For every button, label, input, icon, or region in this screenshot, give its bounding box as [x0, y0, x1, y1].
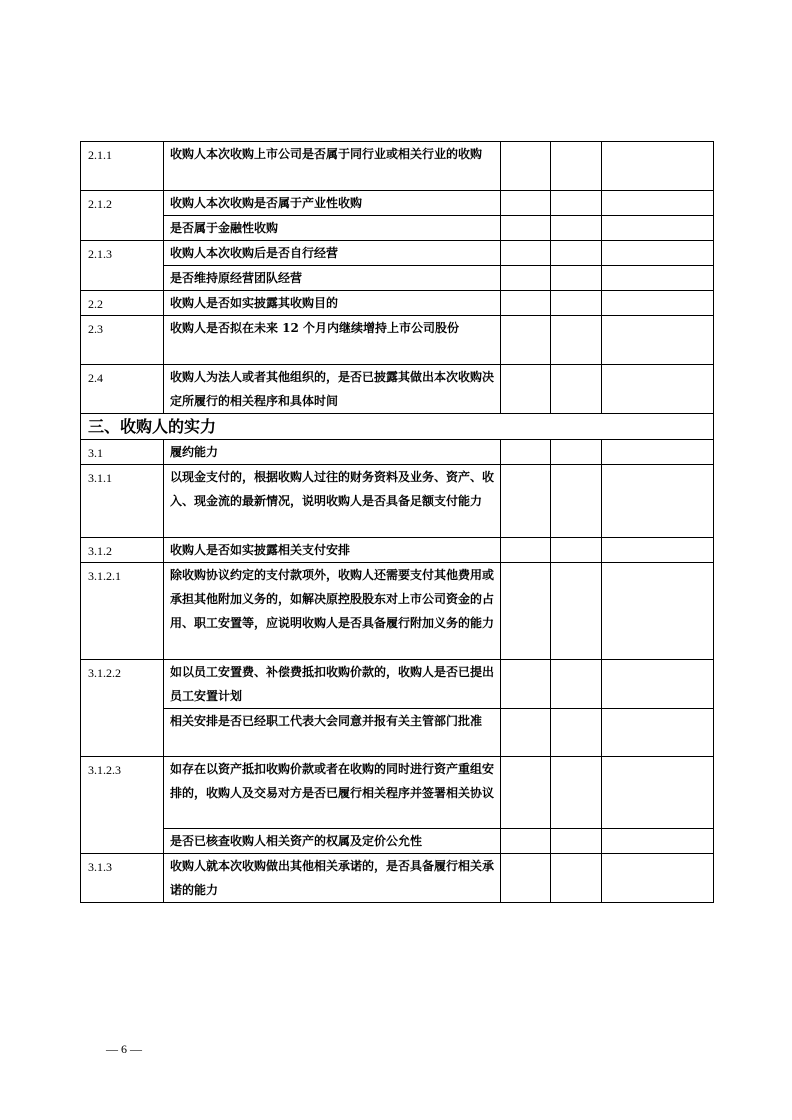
item-number: 2.1.2	[81, 191, 164, 241]
table-row	[81, 440, 714, 465]
remark-cell[interactable]	[602, 757, 714, 829]
section-heading-row	[81, 414, 714, 440]
check-cell-no[interactable]	[551, 829, 602, 854]
check-cell-yes[interactable]	[501, 563, 551, 660]
check-cell-yes[interactable]	[501, 266, 551, 291]
table-row	[81, 241, 714, 266]
table-row	[81, 660, 714, 709]
check-cell-yes[interactable]	[501, 757, 551, 829]
item-text: 相关安排是否已经职工代表大会同意并报有关主管部门批准	[164, 709, 501, 757]
item-number: 2.1.3	[81, 241, 164, 291]
check-cell-yes[interactable]	[501, 142, 551, 191]
table-row	[81, 291, 714, 316]
item-number: 2.4	[81, 365, 164, 414]
table-row	[81, 538, 714, 563]
check-cell-yes[interactable]	[501, 216, 551, 241]
remark-cell[interactable]	[602, 266, 714, 291]
check-cell-yes[interactable]	[501, 829, 551, 854]
item-number: 3.1.2.1	[81, 563, 164, 660]
page-number: — 6 —	[106, 1042, 142, 1056]
item-text: 收购人就本次收购做出其他相关承诺的，是否具备履行相关承诺的能力	[164, 854, 501, 903]
remark-cell[interactable]	[602, 241, 714, 266]
item-number: 3.1.2	[81, 538, 164, 563]
item-text: 是否维持原经营团队经营	[164, 266, 501, 291]
table-row	[81, 709, 714, 757]
check-cell-no[interactable]	[551, 563, 602, 660]
check-cell-no[interactable]	[551, 365, 602, 414]
item-text: 收购人本次收购后是否自行经营	[164, 241, 501, 266]
check-cell-yes[interactable]	[501, 440, 551, 465]
remark-cell[interactable]	[602, 316, 714, 365]
remark-cell[interactable]	[602, 365, 714, 414]
check-cell-yes[interactable]	[501, 316, 551, 365]
check-cell-yes[interactable]	[501, 365, 551, 414]
check-cell-no[interactable]	[551, 440, 602, 465]
item-text: 以现金支付的，根据收购人过往的财务资料及业务、资产、收入、现金流的最新情况，说明收购人是否具备足额支付能力	[164, 465, 501, 538]
check-cell-no[interactable]	[551, 241, 602, 266]
remark-cell[interactable]	[602, 191, 714, 216]
check-cell-no[interactable]	[551, 538, 602, 563]
check-cell-yes[interactable]	[501, 465, 551, 538]
item-text: 是否属于金融性收购	[164, 216, 501, 241]
check-cell-no[interactable]	[551, 316, 602, 365]
table-row	[81, 142, 714, 191]
item-text: 除收购协议约定的支付款项外，收购人还需要支付其他费用或承担其他附加义务的，如解决原控股股东对上市公司资金的占用、职工安置等，应说明收购人是否具备履行附加义务的能力	[164, 563, 501, 660]
check-cell-no[interactable]	[551, 291, 602, 316]
check-cell-yes[interactable]	[501, 709, 551, 757]
check-cell-yes[interactable]	[501, 538, 551, 563]
item-text: 履约能力	[164, 440, 501, 465]
check-cell-no[interactable]	[551, 660, 602, 709]
remark-cell[interactable]	[602, 854, 714, 903]
remark-cell[interactable]	[602, 216, 714, 241]
table-row	[81, 365, 714, 414]
table-row	[81, 316, 714, 365]
check-cell-no[interactable]	[551, 191, 602, 216]
table-row	[81, 563, 714, 660]
table-row	[81, 854, 714, 903]
check-cell-yes[interactable]	[501, 291, 551, 316]
checklist-body	[81, 142, 714, 903]
item-text: 如以员工安置费、补偿费抵扣收购价款的，收购人是否已提出员工安置计划	[164, 660, 501, 709]
check-cell-yes[interactable]	[501, 191, 551, 216]
remark-cell[interactable]	[602, 440, 714, 465]
check-cell-yes[interactable]	[501, 854, 551, 903]
item-number: 3.1.2.3	[81, 757, 164, 854]
remark-cell[interactable]	[602, 563, 714, 660]
table-row	[81, 465, 714, 538]
item-text: 收购人本次收购是否属于产业性收购	[164, 191, 501, 216]
item-text: 收购人是否拟在未来 12 个月内继续增持上市公司股份	[164, 316, 501, 365]
remark-cell[interactable]	[602, 465, 714, 538]
remark-cell[interactable]	[602, 709, 714, 757]
item-number: 2.1.1	[81, 142, 164, 191]
table-row	[81, 757, 714, 829]
check-cell-no[interactable]	[551, 142, 602, 191]
check-cell-no[interactable]	[551, 709, 602, 757]
section-heading: 三、收购人的实力	[81, 414, 714, 440]
item-text: 收购人本次收购上市公司是否属于同行业或相关行业的收购	[164, 142, 501, 191]
item-text: 收购人为法人或者其他组织的，是否已披露其做出本次收购决定所履行的相关程序和具体时间	[164, 365, 501, 414]
table-row	[81, 216, 714, 241]
item-number: 3.1.2.2	[81, 660, 164, 757]
check-cell-no[interactable]	[551, 757, 602, 829]
item-text: 如存在以资产抵扣收购价款或者在收购的同时进行资产重组安排的，收购人及交易对方是否已履行相关程序并签署相关协议	[164, 757, 501, 829]
item-number: 2.3	[81, 316, 164, 365]
table-row	[81, 191, 714, 216]
check-cell-yes[interactable]	[501, 241, 551, 266]
check-cell-no[interactable]	[551, 266, 602, 291]
item-number: 3.1.3	[81, 854, 164, 903]
check-cell-no[interactable]	[551, 216, 602, 241]
remark-cell[interactable]	[602, 829, 714, 854]
item-number: 3.1	[81, 440, 164, 465]
check-cell-yes[interactable]	[501, 660, 551, 709]
table-row	[81, 266, 714, 291]
item-text: 收购人是否如实披露其收购目的	[164, 291, 501, 316]
remark-cell[interactable]	[602, 660, 714, 709]
item-number: 3.1.1	[81, 465, 164, 538]
check-cell-no[interactable]	[551, 465, 602, 538]
item-number: 2.2	[81, 291, 164, 316]
table-row	[81, 829, 714, 854]
remark-cell[interactable]	[602, 538, 714, 563]
remark-cell[interactable]	[602, 142, 714, 191]
item-text: 是否已核查收购人相关资产的权属及定价公允性	[164, 829, 501, 854]
check-cell-no[interactable]	[551, 854, 602, 903]
item-text: 收购人是否如实披露相关支付安排	[164, 538, 501, 563]
remark-cell[interactable]	[602, 291, 714, 316]
checklist-table	[80, 141, 714, 903]
